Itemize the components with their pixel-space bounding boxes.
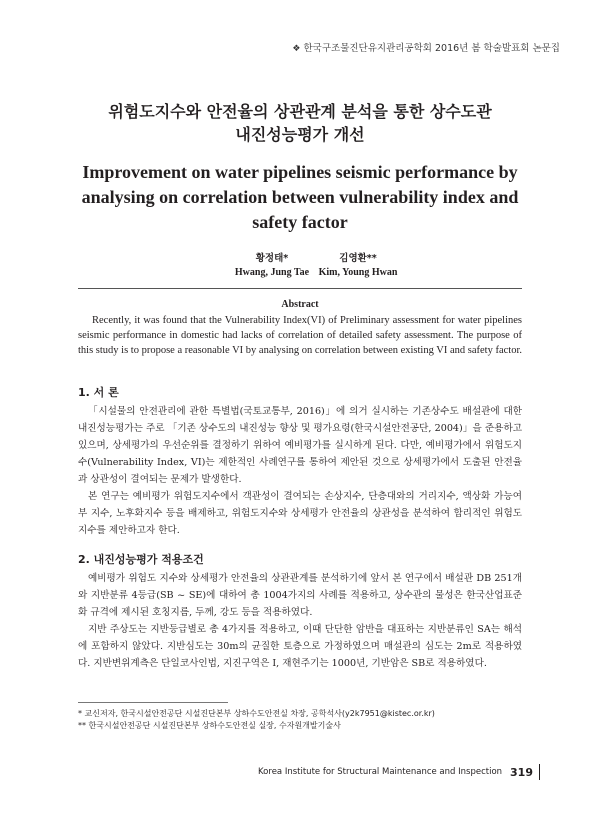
diamond-bullet-icon: ❖: [292, 44, 301, 54]
author-2: [293, 252, 423, 280]
title-korean-line: 위험도지수와 안전율의 상관관계 분석을 통한 상수도관: [108, 102, 492, 121]
section-heading-introduction: 1. 서 론: [78, 386, 119, 399]
author-name-korean: 황정태*: [255, 253, 289, 264]
abstract-heading: Abstract: [281, 299, 319, 310]
body-paragraph: 지반 주상도는 지반등급별로 총 4가지를 적용하고, 이때 단단한 암반을 대표하는 지반분류인 SA는 해석에 포함하지 않았다. 지반심도는 30m의 균질한 토층으로 가정하였으며 매설관의 심도는 2m로 적용하였다. 지반변위계측은 단일코사인법, 지진구역은 I, 재현주기는 1000년, 기반암은 SB로 적용하였다.: [78, 624, 522, 669]
page-number: 319: [510, 765, 533, 779]
footnote-1: * 교신저자, 한국시설안전공단 시설진단본부 상하수도안전실 차장, 공학석사(y2k7951@kistec.or.kr): [78, 709, 435, 718]
author-name-english: Kim, Young Hwan: [318, 267, 398, 278]
section-heading-conditions: 2. 내진성능평가 적용조건: [78, 553, 204, 566]
title-english-line: safety factor: [252, 212, 348, 232]
running-header: [292, 40, 560, 54]
footer-publisher: Korea Institute for Structural Maintenance and Inspection: [258, 767, 503, 777]
body-paragraph: 본 연구는 예비평가 위험도지수에서 객관성이 결여되는 손상지수, 단층대와의 거리지수, 액상화 가능여부 지수, 노후화지수 등을 배제하고, 위험도지수와 상세평가 안전율의 상관성을 분석하여 합리적인 위험도지수를 제안하고자 한다.: [78, 491, 522, 536]
page-footer: [258, 764, 540, 780]
author-name-english: Hwang, Jung Tae: [234, 267, 310, 278]
title-korean: [40, 100, 560, 146]
abstract-text: Recently, it was found that the Vulnerability Index(VI) of Preliminary assessment for water pipelines seismic performance in domestic had lacks of correlation of detailed safety assessment. The purpose of this study is to propose a reasonable VI by analysing on correlation between existing VI and safety factor.: [78, 315, 522, 356]
footnote-divider: [78, 702, 228, 703]
title-english-line: analysing on correlation between vulnerability index and: [81, 187, 519, 207]
footnote-2: ** 한국시설안전공단 시설진단본부 상하수도안전실 실장, 수자원개발기술사: [78, 721, 341, 730]
abstract-divider: [78, 288, 522, 289]
body-paragraph: 예비평가 위험도 지수와 상세평가 안전율의 상관관계를 분석하기에 앞서 본 연구에서 배설관 DB 251개와 지반분류 4등급(SB ~ SE)에 대하여 총 1004가지의 사례를 적용하고, 상수관의 물성은 한국산업표준화 규격에 제시된 호칭지름, 두께, 강도 등을 적용하였다.: [78, 573, 522, 618]
title-english: [60, 160, 540, 235]
title-english-line: Improvement on water pipelines seismic performance by: [82, 162, 518, 182]
author-name-korean: 김영환**: [339, 253, 377, 264]
running-header-text: 한국구조물진단유지관리공학회 2016년 봄 학술발표회 논문집: [303, 43, 560, 54]
footer-bar: [539, 764, 540, 780]
body-paragraph: 「시설물의 안전관리에 관한 특별법(국토교통부, 2016)」에 의거 실시하는 기존상수도 배설관에 대한 내진성능평가는 주로 「기존 상수도의 내진성능 향상 및 평가요령(한국시설안전공단, 2004)」을 준용하고 있으며, 상세평가의 우선순위를 결정하기 위하여 예비평가를 실시하게 된다. 다만, 예비평가에서 위험도지수(Vulnerability Index, VI)는 제한적인 사례연구를 통하여 제안된 것으로 상세평가에서 도출된 안전율과 상관성이 결여되는 문제가 발생한다.: [78, 406, 522, 485]
title-korean-line: 내진성능평가 개선: [235, 125, 365, 144]
